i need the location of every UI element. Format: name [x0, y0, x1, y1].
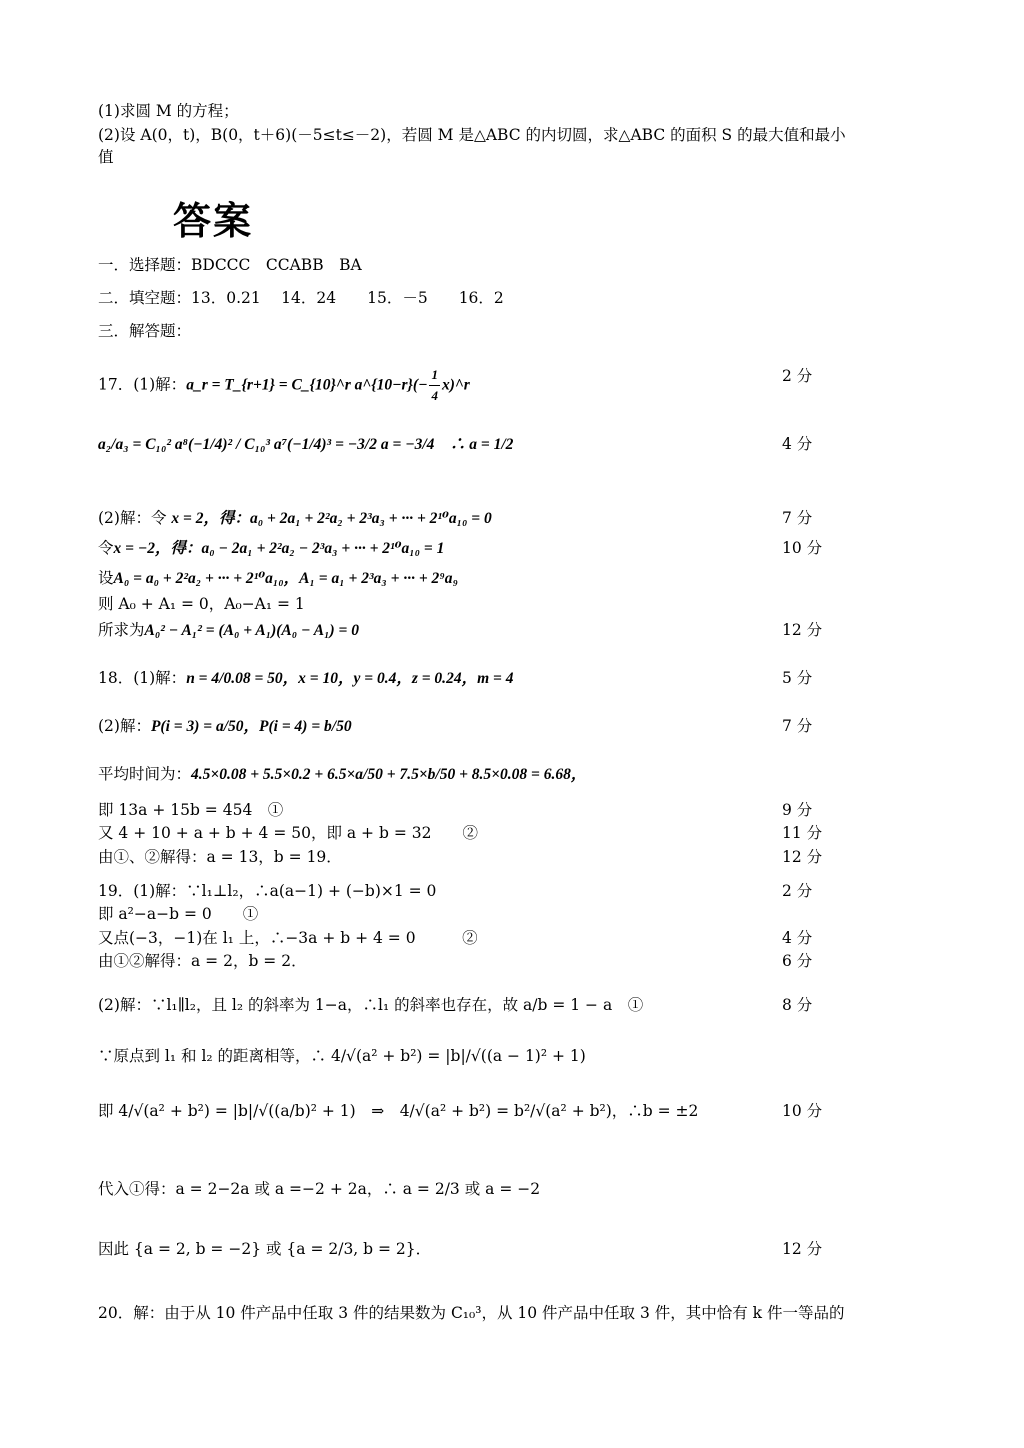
- problem-part1: (1)求圆 M 的方程；: [98, 102, 239, 120]
- q19-score4: 6 分: [782, 952, 813, 970]
- q17-l7-label: 所求为: [98, 621, 145, 639]
- section-fill: 二．填空题：13．0.21 14．24 15．－5 16．2: [98, 289, 504, 307]
- q17-line6: 则 A₀ + A₁ = 0，A₀−A₁ = 1: [98, 595, 305, 613]
- q17-formula-end: x)^r: [441, 376, 470, 394]
- q18-l2-formula: P(i = 3) = a/50，P(i = 4) = b/50: [150, 718, 352, 735]
- q17-label: 17．(1)解：: [98, 375, 187, 394]
- q18-label: 18．(1)解：: [98, 669, 187, 687]
- q17-score7: 12 分: [782, 621, 823, 639]
- q17-line4: [98, 537, 444, 560]
- fraction-denominator: 4: [431, 388, 438, 403]
- q17-fraction: [429, 365, 440, 406]
- q17-l3-formula: x = 2，得：a₀ + 2a₁ + 2²a₂ + 2³a₃ + ··· + 2¹⁰a₁₀ = 0: [171, 510, 492, 527]
- q18-l3-formula: 4.5×0.08 + 5.5×0.2 + 6.5×a/50 + 7.5×b/50 + 8.5×0.08 = 6.68，: [191, 766, 587, 783]
- q18-l1-formula: n = 4/0.08 = 50，x = 10，y = 0.4，z = 0.24，m = 4: [186, 670, 514, 687]
- q17-line7: [98, 619, 359, 642]
- q18-line3: [98, 763, 586, 786]
- q18-l3-label: 平均时间为：: [98, 765, 192, 783]
- q17-l3-label: (2)解：令: [98, 509, 167, 527]
- q18-score6: 12 分: [782, 848, 823, 866]
- q17-score3: 7 分: [782, 509, 813, 527]
- section-solution: 三．解答题：: [98, 322, 192, 340]
- q19-line9: 因此 {a = 2, b = −2} 或 {a = 2/3, b = 2}．: [98, 1240, 432, 1258]
- q18-score4: 9 分: [782, 801, 813, 819]
- q17-ratio-formula: a₂/a₃ = C₁₀² a⁸(−1/4)² / C₁₀³ a⁷(−1/4)³ = −3/2 a = −3/4 ∴ a = 1/2: [98, 436, 514, 453]
- q17-l4-formula: x = −2，得：a₀ − 2a₁ + 2²a₂ − 2³a₃ + ··· + 2¹⁰a₁₀ = 1: [113, 540, 445, 557]
- q19-score9: 12 分: [782, 1240, 823, 1258]
- q18-l2-label: (2)解：: [98, 717, 151, 735]
- q18-line6: 由①、②解得：a = 13，b = 19．: [98, 848, 342, 866]
- q18-line1: [98, 667, 513, 690]
- answer-title: 答案: [173, 199, 254, 243]
- q19-line3: 又点(−3，−1)在 l₁ 上，∴−3a + b + 4 = 0 ②: [98, 929, 478, 947]
- q18-line2: [98, 715, 352, 738]
- q19-score1: 2 分: [782, 882, 813, 900]
- q19-line1: 19．(1)解：∵l₁⊥l₂，∴a(a−1) + (−b)×1 = 0: [98, 882, 437, 900]
- q17-formula: a_r = T_{r+1} = C_{10}^r a^{10−r}(−: [186, 376, 428, 394]
- q19-score3: 4 分: [782, 929, 813, 947]
- q19-line8: 代入①得：a = 2−2a 或 a =−2 + 2a，∴ a = 2/3 或 a = −2: [98, 1180, 541, 1198]
- q20-line1: 20．解：由于从 10 件产品中任取 3 件的结果数为 C₁₀³，从 10 件产品中任取 3 件，其中恰有 k 件一等品的: [98, 1304, 845, 1322]
- q17-l7-formula: A₀² − A₁² = (A₀ + A₁)(A₀ − A₁) = 0: [144, 622, 359, 639]
- q19-score7: 10 分: [782, 1102, 823, 1120]
- q17-l5-formula: A₀ = a₀ + 2²a₂ + ··· + 2¹⁰a₁₀，A₁ = a₁ + 2³a₃ + ··· + 2⁹a₉: [113, 570, 458, 587]
- q17-line2: [98, 433, 513, 456]
- fraction-numerator: 1: [429, 365, 440, 386]
- q18-line4: 即 13a + 15b = 454 ①: [98, 801, 284, 819]
- q18-score5: 11 分: [782, 824, 823, 842]
- q17-score1: 2 分: [782, 367, 813, 385]
- q19-line5: (2)解：∵l₁∥l₂，且 l₂ 的斜率为 1−a，∴l₁ 的斜率也存在，故 a/b = 1 − a ①: [98, 996, 644, 1014]
- q17-score4: 10 分: [782, 539, 823, 557]
- q17-l5-label: 设: [98, 569, 114, 587]
- section-choice: 一．选择题：BDCCC CCABB BA: [98, 256, 362, 274]
- q19-line2: 即 a²−a−b = 0 ①: [98, 905, 259, 923]
- q19-score5: 8 分: [782, 996, 813, 1014]
- q18-score2: 7 分: [782, 717, 813, 735]
- q17-line5: [98, 567, 458, 590]
- q19-line6: ∵原点到 l₁ 和 l₂ 的距离相等，∴ 4/√(a² + b²) = |b|/√((a − 1)² + 1): [98, 1047, 586, 1065]
- q18-score1: 5 分: [782, 669, 813, 687]
- q17-l4-label: 令: [98, 539, 114, 557]
- problem-part2: (2)设 A(0，t)，B(0，t＋6)(－5≤t≤－2)，若圆 M 是△ABC 的内切圆，求△ABC 的面积 S 的最大值和最小: [98, 126, 846, 144]
- q19-line7: 即 4/√(a² + b²) = |b|/√((a/b)² + 1) ⇒ 4/√(a² + b²) = b²/√(a² + b²)，∴b = ±2: [98, 1102, 699, 1120]
- q18-line5: 又 4 + 10 + a + b + 4 = 50，即 a + b = 32 ②: [98, 824, 478, 842]
- q17-line1: [98, 365, 470, 406]
- q17-line3: [98, 507, 492, 530]
- q19-line4: 由①②解得：a = 2，b = 2．: [98, 952, 307, 970]
- problem-part2-cont: 值: [98, 148, 114, 166]
- q17-score2: 4 分: [782, 435, 813, 453]
